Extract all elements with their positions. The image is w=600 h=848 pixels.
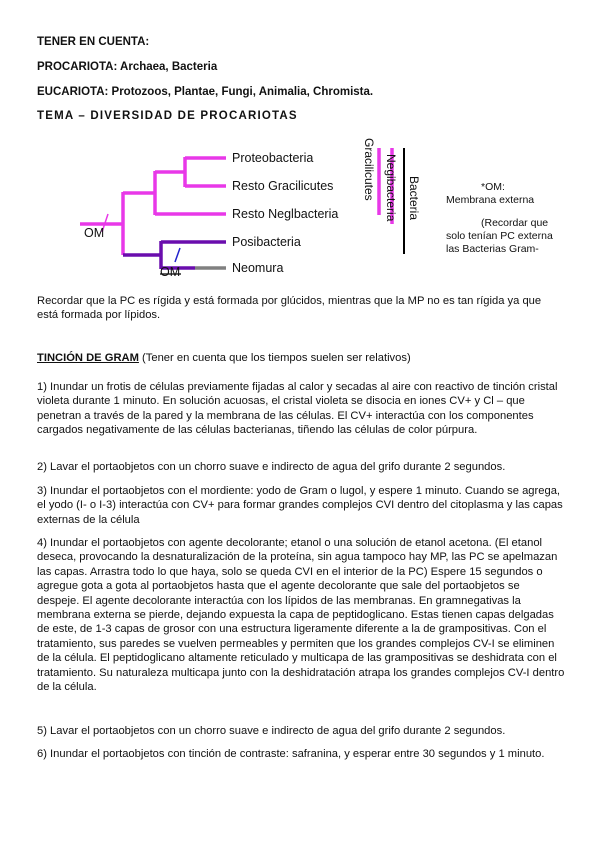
gram-step-2: 2) Lavar el portaobjetos con un chorro suave e indirecto de agua del grifo durante 2 segundos. <box>37 461 506 473</box>
gram-step-5: 5) Lavar el portaobjetos con un chorro suave e indirecto de agua del grifo durante 2 segundos. <box>37 725 506 737</box>
paragraph-recordar-pc: Recordar que la PC es rígida y está formada por glúcidos, mientras que la MP no es tan rígida ya que está formada por lípidos. <box>37 295 542 322</box>
gram-heading <box>37 351 565 365</box>
note-om-title: *OM: <box>481 181 505 193</box>
heading-procariota: PROCARIOTA: Archaea, Bacteria <box>37 61 218 73</box>
gram-subtitle: (Tener en cuenta que los tiempos suelen ser relativos) <box>138 352 411 364</box>
om-label-left: OM <box>84 226 105 240</box>
taxon-proteobacteria: Proteobacteria <box>232 151 314 165</box>
gram-step-3: 3) Inundar el portaobjetos con el mordiente: yodo de Gram o lugol, y espere 1 minuto. Cuando se agrega, el yodo (I- o I-3) interactúa con CV+ para formar grandes complejos CVI dentro del citoplasma y las capas externas de la célula <box>37 485 563 526</box>
note-recordar-1: (Recordar que <box>481 217 549 229</box>
gram-step-4: 4) Inundar el portaobjetos con agente decolorante; etanol o una solución de etanol acetona. (El etanol deseca, provocando la desnaturalización de la proteína, sin agua tampoco hay MP, las PC se apelmazan las capas. Arrastra todo lo que haya, solo se queda CVI en el interior de la PC) Espere 15 segundos o agregue gota a gota al portaobjetos hasta que el agente decolorante que sale del portaobjetos se despeje. El agente decolorante interactúa con los lípidos de las membranas. En gramnegativas la membrana externa se pierde, dejando expuesta la capa de peptidoglicano. Estas tienen capas delgadas de este, de 1-3 capas de grosor con una estructura ligeramente diferente a la de grampositivas. Con el tratamiento, sus paredes se vuelven permeables y permiten que los grandes complejos CV-I se eliminen de la célula. El peptidoglicano altamente reticulado y multicapa de las grampositivas se deshidrata con el tratamiento. Su naturaleza multicapa junto con la deshidratación atrapa los grandes complejos CV-I dentro de la célula. <box>37 537 565 694</box>
heading-tema: TEMA – DIVERSIDAD DE PROCARIOTAS <box>37 110 298 122</box>
heading-eucariota: EUCARIOTA: Protozoos, Plantae, Fungi, Animalia, Chromista. <box>37 86 374 98</box>
group-label-negibacteria: Negibacteria <box>384 154 398 222</box>
gram-step-6: 6) Inundar el portaobjetos con tinción de contraste: safranina, y esperar entre 30 segundos y 1 minuto. <box>37 748 545 760</box>
group-label-bacteria: Bacteria <box>407 176 421 221</box>
om-label-bottom: OM <box>160 265 181 279</box>
gram-title: TINCIÓN DE GRAM <box>37 352 139 364</box>
taxon-resto-neglbacteria: Resto Neglbacteria <box>232 207 339 221</box>
group-label-gracilicutes: Gracilicutes <box>362 138 376 201</box>
taxon-posibacteria: Posibacteria <box>232 235 301 249</box>
note-om-desc: Membrana externa <box>446 194 535 206</box>
om-marker-right <box>175 248 180 262</box>
taxon-neomura: Neomura <box>232 261 284 275</box>
note-recordar-3: las Bacterias Gram- <box>446 243 539 255</box>
taxon-resto-gracilicutes: Resto Gracilicutes <box>232 179 334 193</box>
heading-tener-en-cuenta: TENER EN CUENTA: <box>37 36 150 48</box>
note-recordar-2: solo tenían PC externa <box>446 230 553 242</box>
gram-step-1: 1) Inundar un frotis de células previamente fijadas al calor y secadas al aire con reactivo de tinción cristal violeta durante 1 minuto. En solución acuosas, el cristal violeta se disocia en iones CV+ y Cl – que penetran a través de la pared y la membrana de las células. El CV+ interactúa con los componentes cargados negativamente de las células bacterianas, tiñendo las células de color púrpura. <box>37 381 558 437</box>
